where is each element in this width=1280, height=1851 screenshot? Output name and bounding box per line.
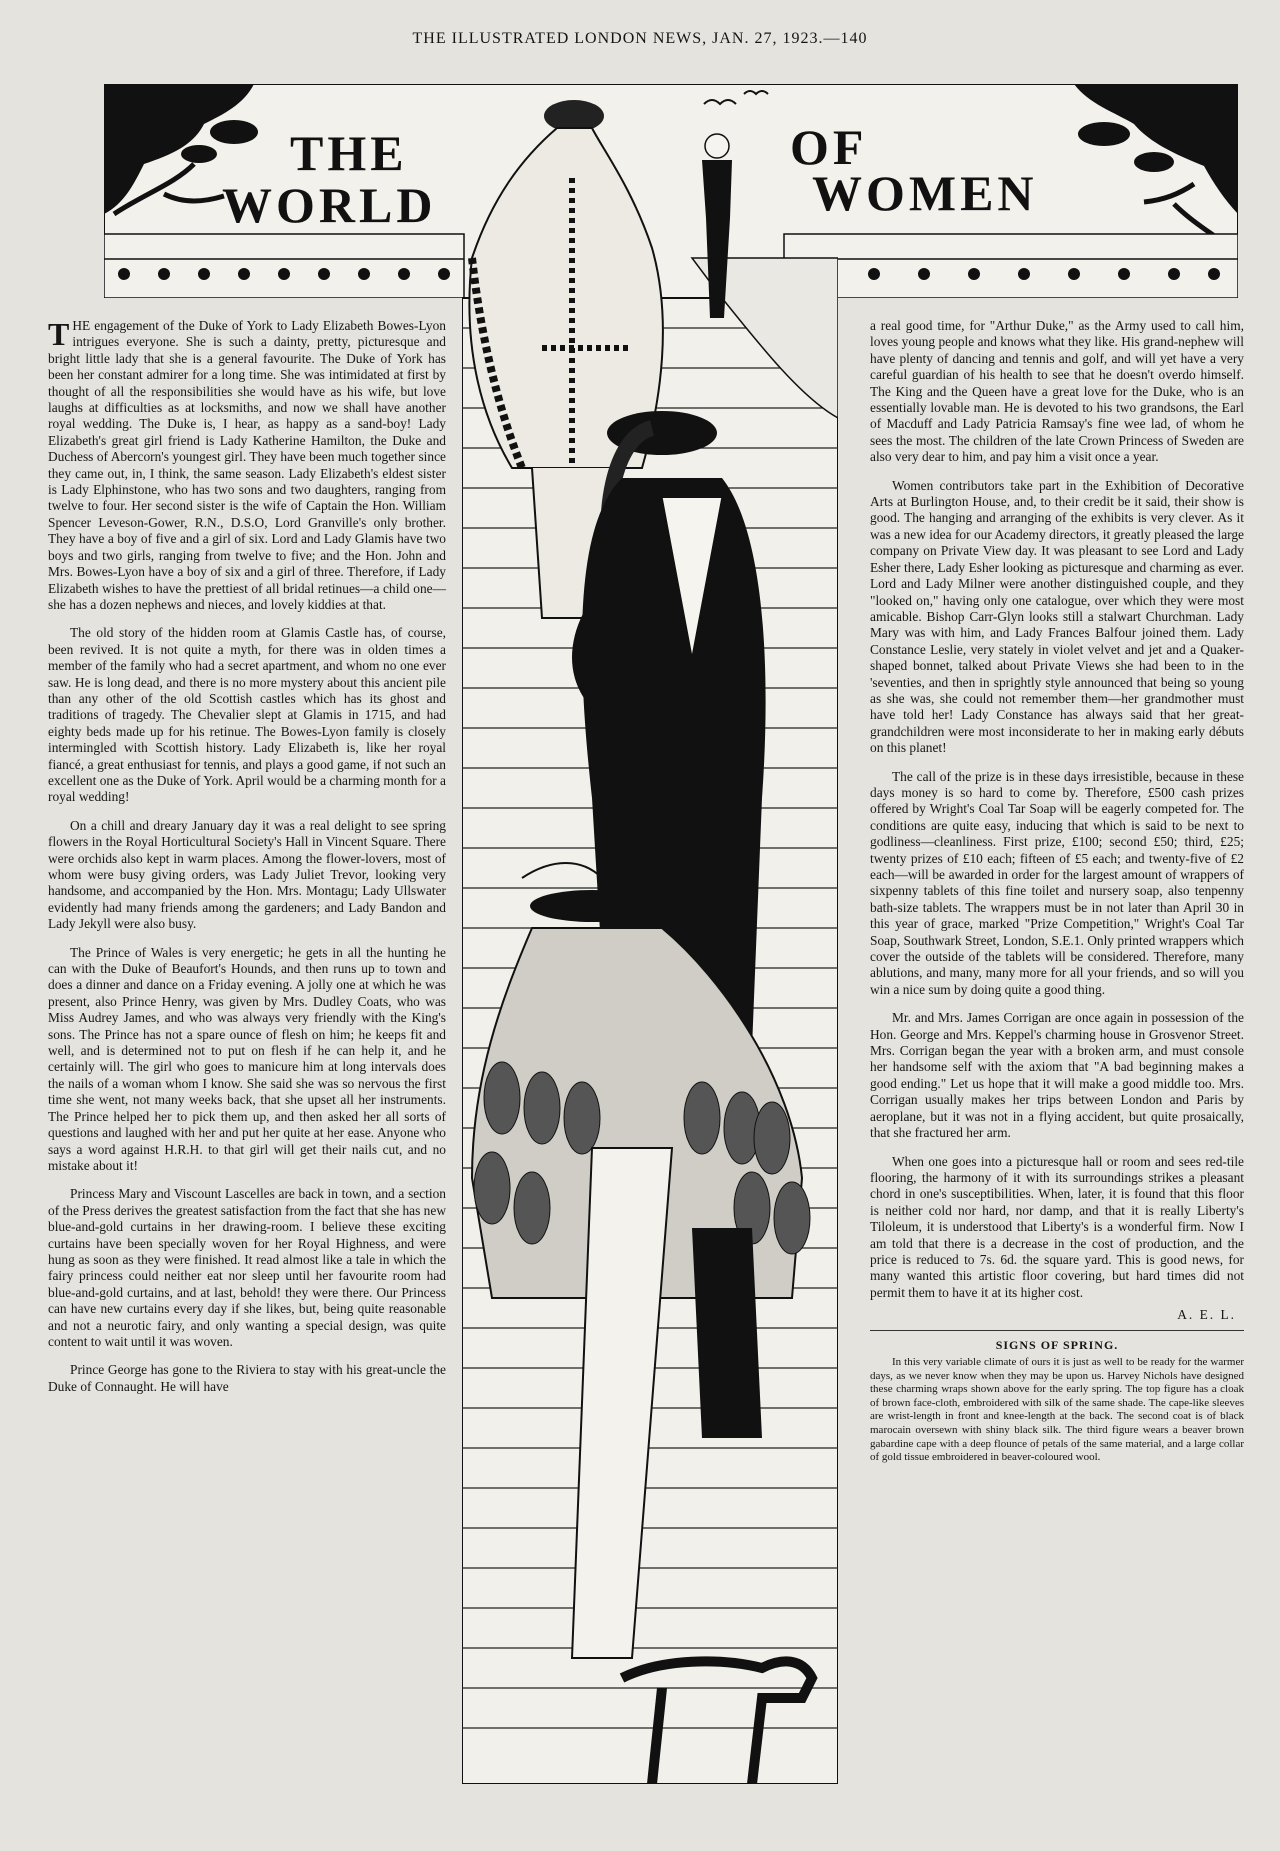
right-paragraph-2: Women contributors take part in the Exhibition of Decorative Arts at Burlington House, and, to their credit be it said, their show is good. The hanging and arranging of the exhibits is very clever. As it was a new idea for our Academy directors, it greatly pleased the large company on Private View day. It was pleasant to see Lord and Lady Esher there, Lady Esher looking as picturesque and charming as ever. Lord and Lady Milner were another distinguished couple, and they "looked on," having only one catalogue, over which they were most amicable. Bishop Carr-Glyn looks still a stalwart Churchman. Lady Mary was with him, and Lady Frances Balfour joined them. Lady Constance Leslie, very stately in violet velvet and jet and a Quaker-shaped bonnet, talked about Private Views she had been to in the 'seventies, and then in sprightly style announced that being so young as she was, she could not remember them—her grandmother must have told her! Lady Constance has always said that her great-grandchildren were most inconsiderate to her in making early débuts on this planet! bbox=[870, 477, 1244, 756]
title-word-women: WOMEN bbox=[812, 165, 1038, 221]
left-paragraph-2: The old story of the hidden room at Glamis Castle has, of course, been revived. It is not quite a myth, for there was in olden times a member of the family who had a secret apartment, and whom no one ever saw. He is long dead, and there is no more mystery about this ancient pile than any other of the old Scottish castles which has its ghost and traditions of tragedy. The Chevalier slept at Glamis in 1715, and had eighty beds made up for his retinue. The Bowes-Lyon family is closely intermingled with Scottish history. Lady Elizabeth is, like her royal fiancé, a great enthusiast for tennis, and plays a good game, if not such an excellent one as the Duke of York. April would be a charming month for a royal wedding! bbox=[48, 625, 446, 805]
caption-divider bbox=[870, 1330, 1244, 1331]
right-paragraph-1: a real good time, for "Arthur Duke," as the Army used to call him, loves young people and knows what they like. His grand-nephew will have plenty of dancing and tennis and golf, and will yet have a very careful guardian of his health to see that he doesn't overdo himself. The King and the Queen have a great love for the Duke, who is an essentially lovable man. He is devoted to his two grandsons, the Earl of Macduff and Lady Patricia Ramsay's fine wee lad, of whom he sees the most. The children of the late Crown Princess of Sweden are also very dear to him, and pay him a visit once a year. bbox=[870, 318, 1244, 465]
left-paragraph-1: THE engagement of the Duke of York to Lady Elizabeth Bowes-Lyon intrigues everyone. She is such a dainty, pretty, picturesque and bright little lady that she is a general favourite. The Duke of York has been her constant admirer for a long time. She was intimidated at first by thought of all the responsibilities she would have as his wife, but love laughs at difficulties as at locksmiths, and now we shall have another royal wedding. The Duke is, I hear, as happy as a sand-boy! Lady Elizabeth's great girl friend is Lady Katherine Hamilton, the Duke and Duchess of Abercorn's youngest girl. They have been much together since they came out, in, I think, the same season. Lady Elizabeth's eldest sister is Lady Elphinstone, who has two sons and two daughters, ranging from twelve to four. Her second sister is the wife of Captain the Hon. William Spencer Leveson-Gower, R.N., D.S.O, Lord Granville's only brother. They have a boy of five and a girl of six. Lord and Lady Glamis have two boys and two girls, ranging from twelve to five; and the Hon. John and Mrs. Bowes-Lyon have a boy of six and a girl of three. Therefore, if Lady Elizabeth wishes to have the prettiest of all bridal retinues—a child one—she has a dozen nephews and nieces, and lovely kiddies at that. bbox=[48, 316, 446, 612]
title-word-of: OF bbox=[790, 119, 868, 175]
left-paragraph-4: The Prince of Wales is very energetic; he gets in all the hunting he can with the Duke of Beaufort's Hounds, and then runs up to town and does a dinner and dance on a Friday evening. A jolly one at which he was present, also Prince Henry, was given by Mrs. Dudley Coats, who was Miss Audrey James, and who was always very friendly with the King's sons. The Prince has not a spare ounce of flesh on him; he keeps fit and well, and is determined not to put on flesh if he can help it, and he certainly will. The girl who goes to manicure him at long intervals does the nails of a woman whom I know. She said she was so nervous the first time she went, not many weeks back, that she upset all her instruments. The Prince helped her to pick them up, and then asked her all sorts of questions and laughed with her and put her quite at her ease. Anyone who says a word against H.R.H. to that girl will get their nails cut, and no mistake about it! bbox=[48, 944, 446, 1173]
drop-cap: T bbox=[48, 316, 70, 352]
right-paragraph-3: The call of the prize is in these days irresistible, because in these days money is so hard to come by. Therefore, £500 cash prizes offered by Wright's Coal Tar Soap will be eagerly competed for. The conditions are quite easy, inducing that which is said to be next to godliness—cleanliness. First prize, £100; second £50; third, £25; twenty prizes of £10 each; fifteen of £5 each; and twenty-five of £2 each—will be awarded in order for the largest amount of wrappers of sixpenny tablets of this fine toilet and nursery soap, also tenpenny bath-size tablets. The wrappers must be in not later than April 30 in this year of grace, marked "Prize Competition," Wright's Coal Tar Soap, Southwark Street, London, S.E.1. Only printed wrappers which cover the outside of the tablets will be considered. Therefore, many ablutions, and many, many more for all your friends, and so will you win a nice sum by doing quite a good thing. bbox=[870, 768, 1244, 997]
staircase-fashion-figures bbox=[462, 98, 838, 1784]
left-column bbox=[48, 318, 446, 1407]
fashion-illustration bbox=[462, 98, 838, 1784]
left-paragraph-6: Prince George has gone to the Riviera to stay with his great-uncle the Duke of Connaught. He will have bbox=[48, 1362, 446, 1394]
caption-title: SIGNS OF SPRING. bbox=[995, 1337, 1119, 1352]
right-column bbox=[870, 318, 1244, 1477]
right-paragraph-4: Mr. and Mrs. James Corrigan are once again in possession of the Hon. George and Mrs. Keppel's charming house in Grosvenor Street. Mrs. Corrigan began the year with a broken arm, and must console her handsome self with the axiom that "A bad beginning makes a good ending." Let us hope that it will make a good middle too. Mrs. Corrigan usually makes her trips between London and Paris by aeroplane, but it was not in a flying accident, but quite prosaically, that she fractured her arm. bbox=[870, 1010, 1244, 1141]
title-word-the: THE bbox=[290, 125, 408, 181]
author-signature: A. E. L. bbox=[1177, 1307, 1236, 1323]
left-paragraph-3: On a chill and dreary January day it was a real delight to see spring flowers in the Royal Horticultural Society's Hall in Vincent Square. There were orchids also kept in warm places. Among the flower-lovers, most of whom were busy giving orders, was Lady Juliet Trevor, looking very handsome, and accompanied by the Hon. Mrs. Montagu; Lady Ullswater evidently had many friends among the gardeners; and Lady Bandon and Lady Jekyll were also busy. bbox=[48, 817, 446, 932]
right-paragraph-5: When one goes into a picturesque hall or room and sees red-tile flooring, the harmony of it with its surroundings strikes a pleasant chord in one's susceptibilities. When, later, it is found that this floor is neither cold nor hard, nor damp, and that it is really Liberty's Tiloleum, it is understood that Liberty's is a wonderful firm. Now I am told that there is a decrease in the cost of production, and the price is reduced to 7s. 6d. the square yard. This is good news, for many wanted this artistic floor covering, but hard times did not permit them to have it at its higher cost. bbox=[870, 1153, 1244, 1300]
left-paragraph-5: Princess Mary and Viscount Lascelles are back in town, and a section of the Press derives the greatest satisfaction from the fact that she has new blue-and-gold curtains in her drawing-room. I believe these exciting curtains have been specially woven for her Royal Highness, and were hung as soon as they were finished. It read almost like a tale in which the fairy princess could neither eat nor sleep until her favourite room had blue-and-gold curtains, and at last, behold! they were there. Our Princess can have new curtains every day if she likes, but, being quite reasonable and not a neurotic fairy, and only wanting a special design, was quite content to wait until it was woven. bbox=[48, 1186, 446, 1349]
running-head: THE ILLUSTRATED LONDON NEWS, JAN. 27, 1923.—140 bbox=[412, 30, 868, 47]
title-word-world: WORLD bbox=[222, 177, 437, 233]
caption-text: In this very variable climate of ours it is just as well to be ready for the warmer days, as we never know when they may be upon us. Harvey Nichols have designed these charming wraps shown above for the early spring. The top figure has a cloak of brown face-cloth, embroidered with silk of the same shade. The cape-like sleeves are wrist-length in front and knee-length at the back. The second coat is of black marocain oversewn with shiny black silk. The third figure wears a beaver brown gabardine cape with a deep flounce of petals of the same material, and a large collar of gold tissue embroidered in beaver-coloured wool. bbox=[870, 1355, 1244, 1464]
